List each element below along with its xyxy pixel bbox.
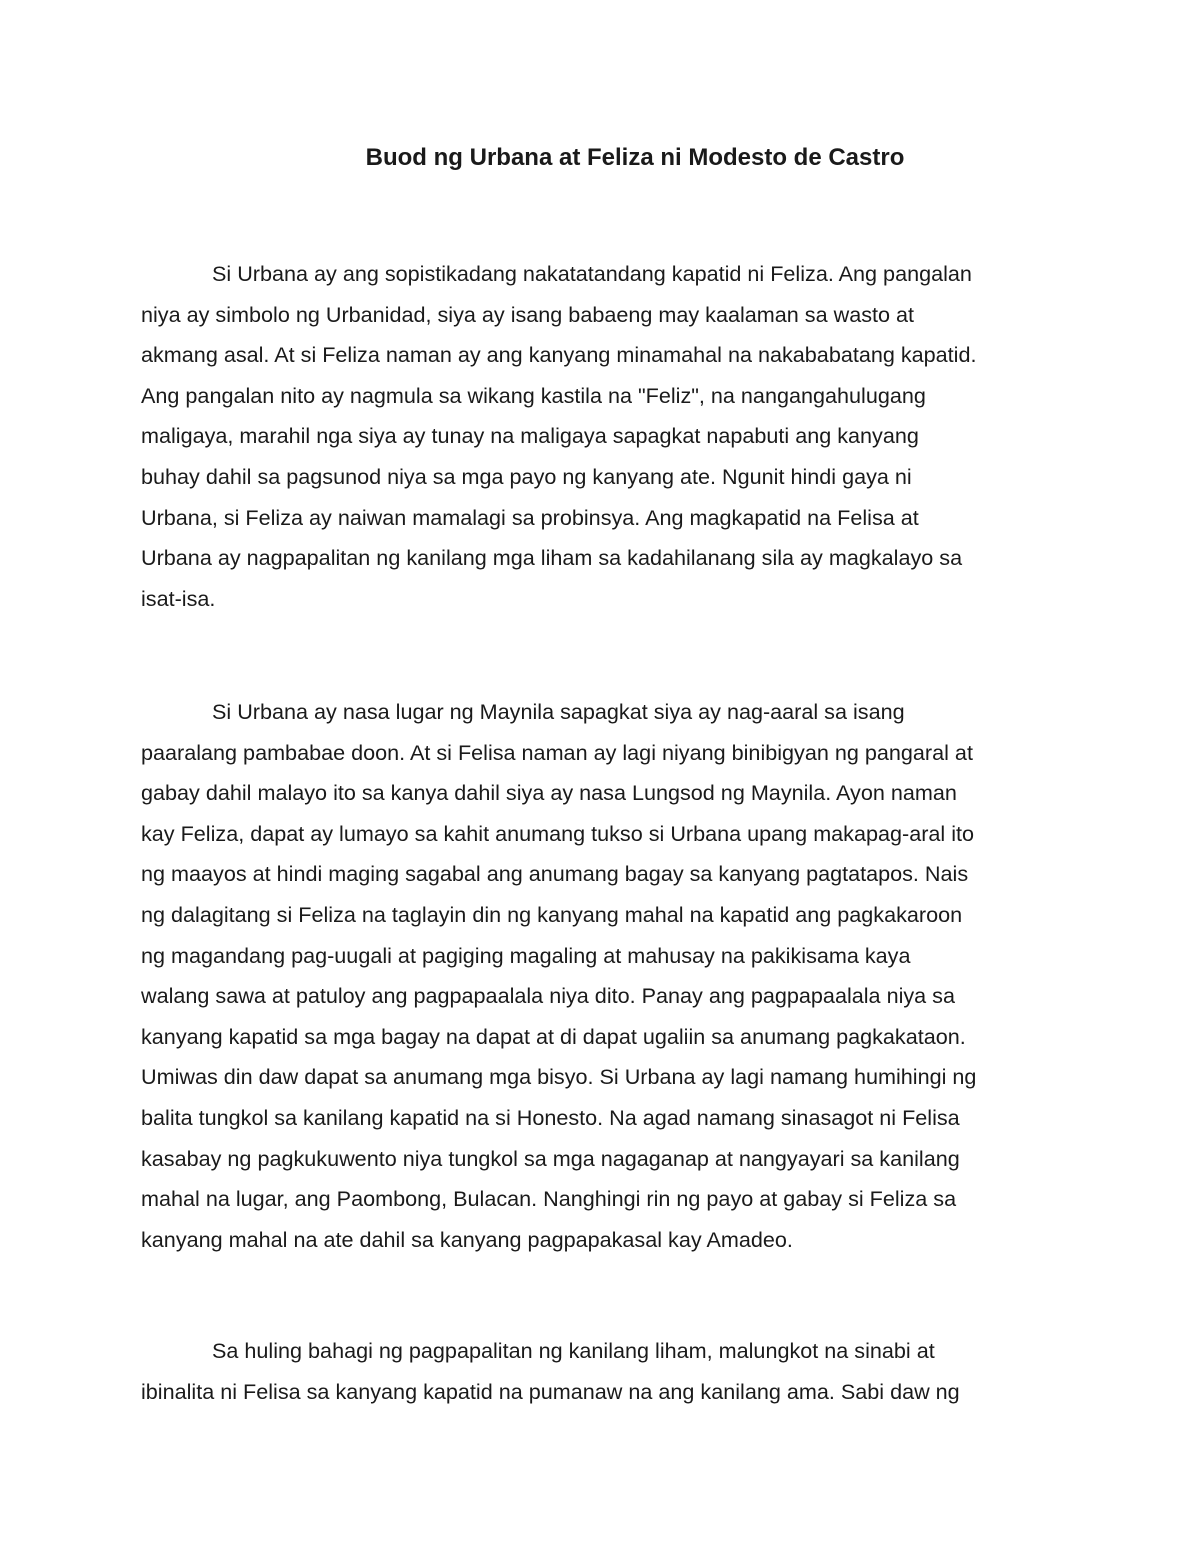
paragraph-3 bbox=[141, 1331, 1061, 1412]
paragraph-line: kanyang mahal na ate dahil sa kanyang pagpapakasal kay Amadeo. bbox=[141, 1226, 793, 1252]
paragraph-line: kasabay ng pagkukuwento niya tungkol sa mga nagaganap at nangyayari sa kanilang bbox=[141, 1145, 960, 1171]
document-title: Buod ng Urbana at Feliza ni Modesto de Castro bbox=[365, 144, 905, 171]
paragraph-line: Urbana, si Feliza ay naiwan mamalagi sa probinsya. Ang magkapatid na Felisa at bbox=[141, 504, 919, 530]
paragraph-line: mahal na lugar, ang Paombong, Bulacan. Nanghingi rin ng payo at gabay si Feliza sa bbox=[141, 1186, 957, 1212]
paragraph-line: Urbana ay nagpapalitan ng kanilang mga liham sa kadahilanang sila ay magkalayo sa bbox=[141, 545, 963, 571]
paragraph-1 bbox=[141, 254, 1061, 619]
paragraph-line: Si Urbana ay nasa lugar ng Maynila sapagkat siya ay nag-aaral sa isang bbox=[212, 699, 905, 724]
paragraph-line: maligaya, marahil nga siya ay tunay na maligaya sapagkat napabuti ang kanyang bbox=[141, 423, 919, 449]
paragraph-line: ibinalita ni Felisa sa kanyang kapatid na pumanaw na ang kanilang ama. Sabi daw ng bbox=[141, 1378, 960, 1404]
paragraph-line: balita tungkol sa kanilang kapatid na si Honesto. Na agad namang sinasagot ni Felisa bbox=[141, 1104, 960, 1130]
paragraph-line: walang sawa at patuloy ang pagpapaalala niya dito. Panay ang pagpapaalala niya sa bbox=[141, 983, 955, 1009]
paragraph-line: buhay dahil sa pagsunod niya sa mga payo ng kanyang ate. Ngunit hindi gaya ni bbox=[141, 463, 912, 489]
paragraph-line: ng maayos at hindi maging sagabal ang anumang bagay sa kanyang pagtatapos. Nais bbox=[141, 861, 969, 887]
paragraph-line: isat-isa. bbox=[141, 585, 216, 611]
paragraph-line: Si Urbana ay ang sopistikadang nakatatandang kapatid ni Feliza. Ang pangalan bbox=[212, 261, 972, 286]
paragraph-line: Ang pangalan nito ay nagmula sa wikang kastila na "Feliz", na nangangahulugang bbox=[141, 382, 926, 408]
paragraph-line: niya ay simbolo ng Urbanidad, siya ay isang babaeng may kaalaman sa wasto at bbox=[141, 301, 915, 327]
paragraph-line: ng magandang pag-uugali at pagiging magaling at mahusay na pakikisama kaya bbox=[141, 942, 911, 968]
paragraph-line: akmang asal. At si Feliza naman ay ang kanyang minamahal na nakababatang kapatid. bbox=[141, 342, 977, 368]
paragraph-line: Sa huling bahagi ng pagpapalitan ng kanilang liham, malungkot na sinabi at bbox=[212, 1338, 935, 1363]
paragraph-line: Umiwas din daw dapat sa anumang mga bisyo. Si Urbana ay lagi namang humihingi ng bbox=[141, 1064, 977, 1090]
paragraph-line: ng dalagitang si Feliza na taglayin din ng kanyang mahal na kapatid ang pagkakaroon bbox=[141, 901, 963, 927]
paragraph-line: paaralang pambabae doon. At si Felisa naman ay lagi niyang binibigyan ng pangaral at bbox=[141, 739, 973, 765]
paragraph-line: gabay dahil malayo ito sa kanya dahil siya ay nasa Lungsod ng Maynila. Ayon naman bbox=[141, 780, 957, 806]
paragraph-line: kanyang kapatid sa mga bagay na dapat at di dapat ugaliin sa anumang pagkakataon. bbox=[141, 1023, 966, 1049]
paragraph-line: kay Feliza, dapat ay lumayo sa kahit anumang tukso si Urbana upang makapag-aral ito bbox=[141, 820, 975, 846]
paragraph-2 bbox=[141, 692, 1061, 1260]
